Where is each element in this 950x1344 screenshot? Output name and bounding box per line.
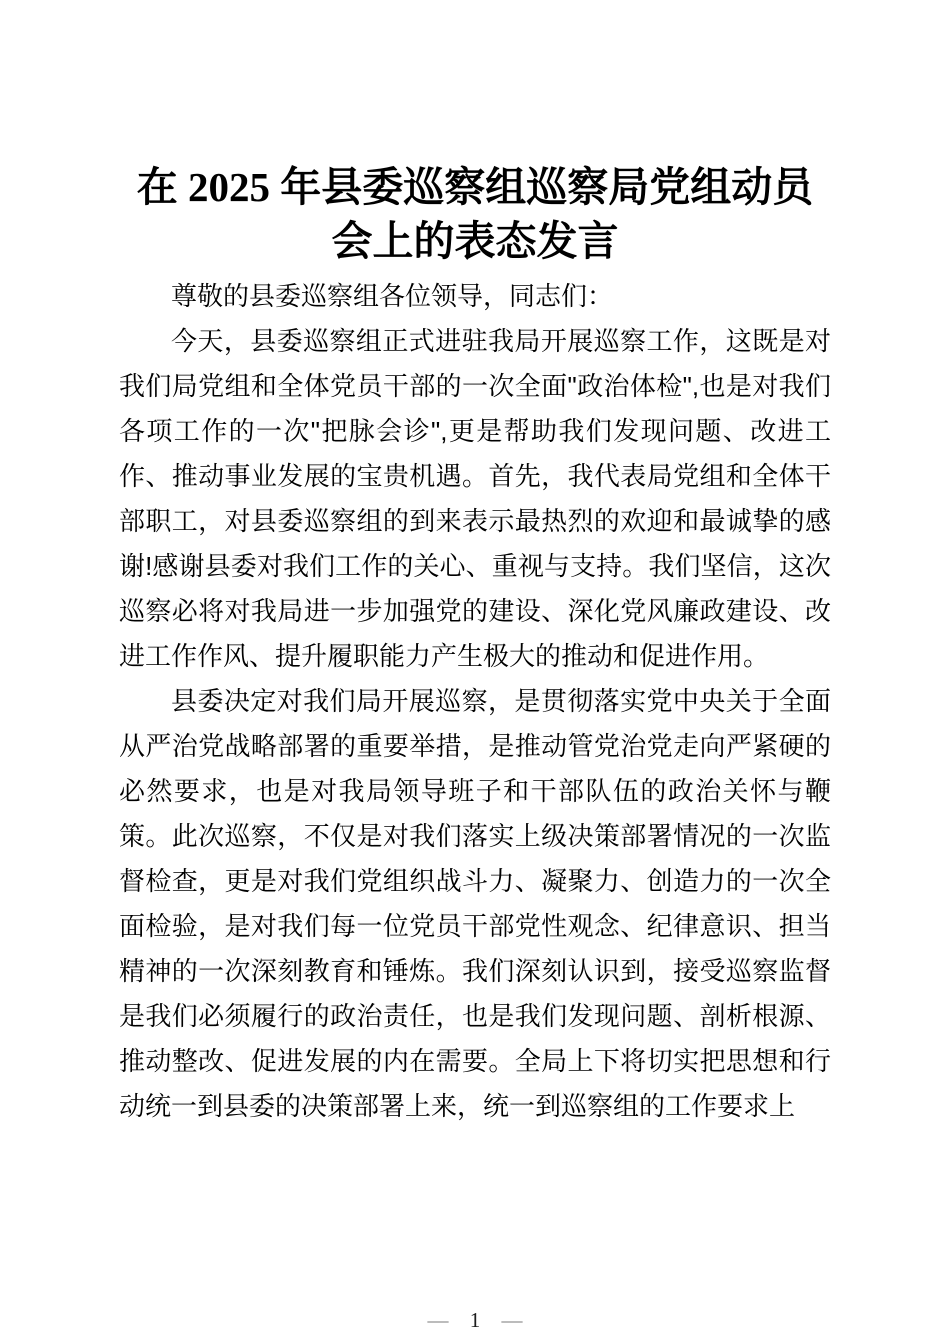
greeting-paragraph: 尊敬的县委巡察组各位领导，同志们： (171, 281, 614, 311)
document-body (119, 274, 831, 1129)
footer-left-dash: — (427, 1308, 449, 1332)
page-number: 1 (469, 1308, 481, 1332)
footer-right-dash: — (501, 1308, 523, 1332)
body-paragraph-2: 县委决定对我们局开展巡察，是贯彻落实党中央关于全面从严治党战略部署的重要举措，是推动管党治党走向严紧硬的必然要求，也是对我局领导班子和干部队伍的政治关怀与鞭策。此次巡察，不仅是对我们落实上级决策部署情况的一次监督检查，更是对我们党组织战斗力、凝聚力、创造力的一次全面检验，是对我们每一位党员干部党性观念、纪律意识、担当精神的一次深刻教育和锤炼。我们深刻认识到，接受巡察监督是我们必须履行的政治责任，也是我们发现问题、剖析根源、推动整改、促进发展的内在需要。全局上下将切实把思想和行动统一到县委的决策部署上来，统一到巡察组的工作要求上 (119, 686, 831, 1121)
body-paragraph-1: 今天，县委巡察组正式进驻我局开展巡察工作，这既是对我们局党组和全体党员干部的一次全面"政治体检",也是对我们各项工作的一次"把脉会诊",更是帮助我们发现问题、改进工作、推动事业发展的宝贵机遇。首先，我代表局党组和全体干部职工，对县委巡察组的到来表示最热烈的欢迎和最诚挚的感谢!感谢县委对我们工作的关心、重视与支持。我们坚信，这次巡察必将对我局进一步加强党的建设、深化党风廉政建设、改进工作作风、提升履职能力产生极大的推动和促进作用。 (119, 326, 831, 671)
document-title: 在 2025 年县委巡察组巡察局党组动员会上的表态发言 (136, 164, 814, 264)
page-footer (0, 1308, 950, 1332)
